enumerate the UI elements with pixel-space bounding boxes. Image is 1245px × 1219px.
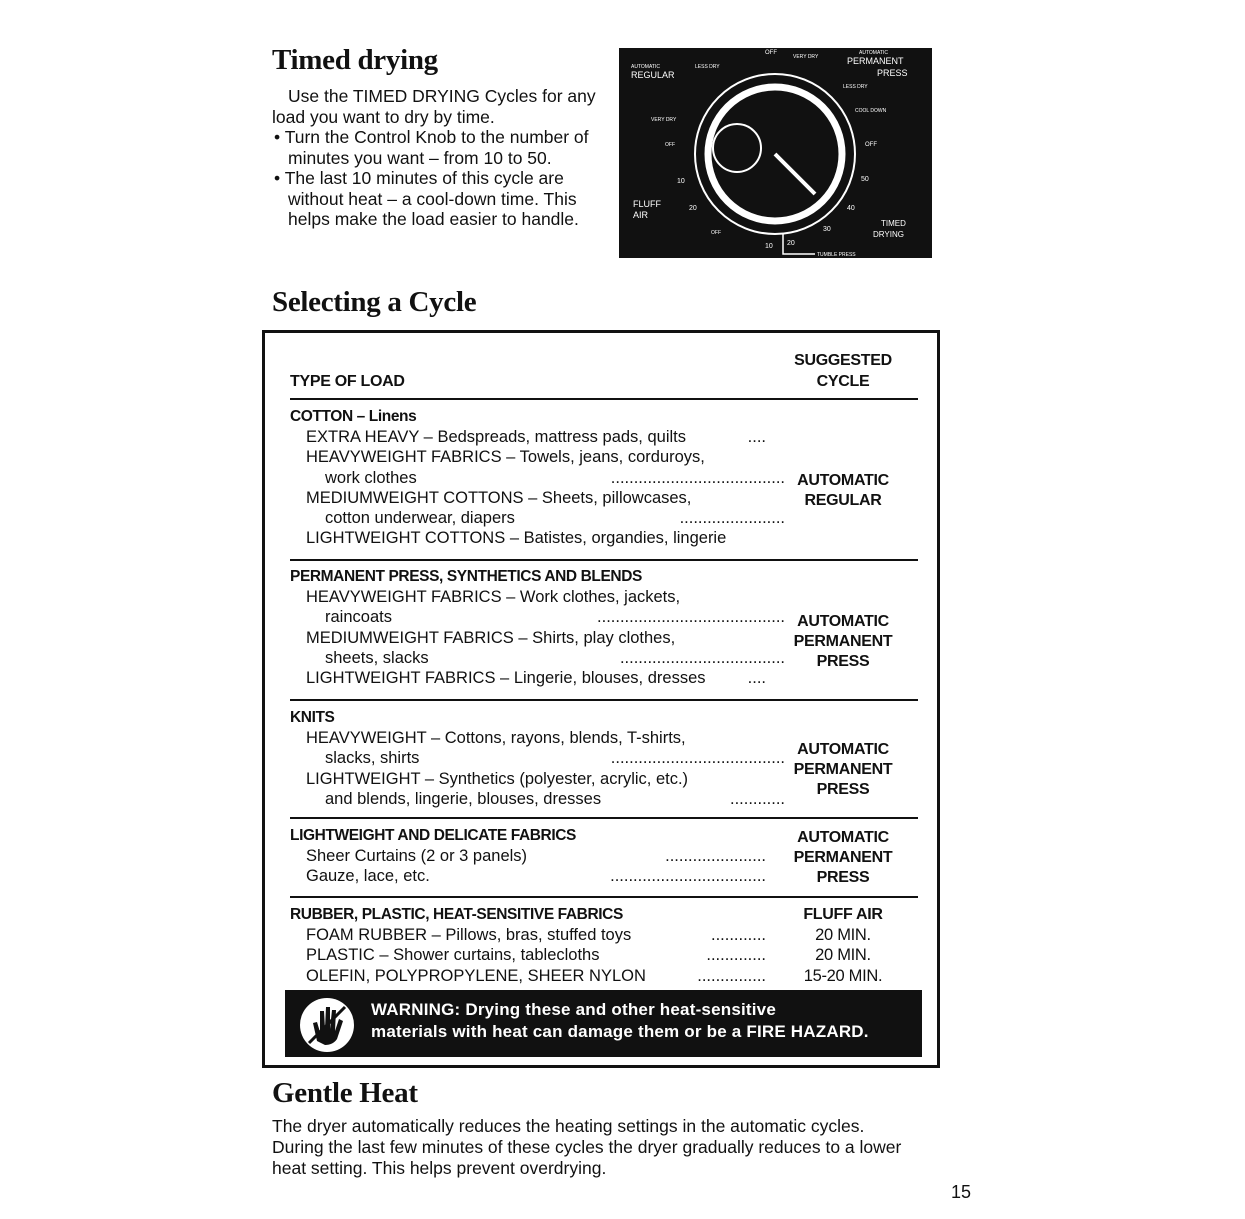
divider: [290, 896, 918, 898]
load-row: slacks, shirts ......................................: [325, 749, 785, 768]
load-row: work clothes ......................................: [325, 468, 785, 487]
hand-warning-icon: [299, 997, 355, 1053]
load-row: Gauze, lace, etc. ..................................: [306, 867, 766, 886]
control-dial-illustration: [619, 48, 932, 258]
gentle-heat-title: Gentle Heat: [272, 1077, 418, 1109]
load-row: FOAM RUBBER – Pillows, bras, stuffed toys ............: [306, 926, 766, 944]
dial-label-timed: TIMED: [881, 219, 906, 228]
cycle-fluff-air: FLUFF AIR: [803, 906, 883, 923]
section-title: PERMANENT PRESS, SYNTHETICS AND BLENDS: [290, 568, 642, 585]
dial-label-off-top: OFF: [765, 50, 777, 56]
timed-drying-body: [272, 86, 602, 230]
cycle-cotton: AUTOMATIC REGULAR: [797, 472, 889, 509]
fire-hazard-warning: [285, 990, 922, 1057]
load-row: OLEFIN, POLYPROPYLENE, SHEER NYLON ...............: [306, 966, 766, 985]
divider: [290, 817, 918, 819]
load-row: cotton underwear, diapers .......................: [325, 509, 785, 528]
header-suggested-cycle: SUGGESTED CYCLE: [794, 352, 892, 390]
dial-label-off-bottom: OFF: [711, 230, 721, 236]
cycle-permanent-press: AUTOMATIC PERMANENT PRESS: [793, 613, 893, 670]
load-row: LIGHTWEIGHT – Synthetics (polyester, acrylic, etc.): [306, 769, 689, 788]
dial-label-20-bottom: 20: [787, 240, 795, 247]
dial-label-cool-down: COOL DOWN: [855, 108, 887, 114]
dial-label-drying: DRYING: [873, 230, 904, 239]
load-row: PLASTIC – Shower curtains, tablecloths .............: [306, 946, 766, 965]
dial-label-press: PRESS: [877, 68, 908, 78]
timed-drying-bullet-2: • The last 10 minutes of this cycle are without heat – a cool-down time. This helps make the load easier to handle.: [274, 168, 579, 229]
dial-label-very-dry-top: VERY DRY: [793, 54, 819, 60]
load-row: LIGHTWEIGHT FABRICS – Lingerie, blouses, dresses ....: [306, 669, 766, 688]
header-type-of-load: TYPE OF LOAD: [290, 373, 405, 390]
dial-label-10-bottom: 10: [765, 243, 773, 250]
load-row: sheets, slacks ....................................: [325, 648, 785, 667]
load-row: HEAVYWEIGHT FABRICS – Towels, jeans, corduroys,: [306, 448, 705, 467]
dial-label-50: 50: [861, 176, 869, 183]
dial-label-very-dry-left: VERY DRY: [651, 117, 677, 123]
load-row: MEDIUMWEIGHT COTTONS – Sheets, pillowcases,: [306, 488, 692, 507]
section-title: RUBBER, PLASTIC, HEAT-SENSITIVE FABRICS: [290, 906, 623, 923]
dial-label-permanent: PERMANENT: [847, 56, 904, 66]
section-title: KNITS: [290, 709, 335, 726]
divider: [290, 398, 918, 400]
gentle-heat-body: The dryer automatically reduces the heating settings in the automatic cycles. During the last few minutes of these cycles the dryer gradually reduces to a lower heat setting. This helps prevent overdrying.: [272, 1116, 902, 1178]
selecting-cycle-title: Selecting a Cycle: [272, 286, 477, 318]
cycle-lightweight-delicate: AUTOMATIC PERMANENT PRESS: [793, 829, 893, 886]
dial-label-tumble-press: TUMBLE PRESS: [817, 252, 856, 258]
cycle-selection-table: [262, 330, 940, 1068]
dial-label-10-left: 10: [677, 178, 685, 185]
timed-drying-intro: Use the TIMED DRYING Cycles for any load you want to dry by time.: [272, 86, 596, 127]
load-row: and blends, lingerie, blouses, dresses ............: [325, 789, 785, 808]
dial-label-automatic-right: AUTOMATIC: [859, 50, 888, 56]
dial-label-less-dry-left: LESS DRY: [695, 64, 720, 70]
load-row: raincoats .........................................: [325, 608, 785, 627]
dial-label-40: 40: [847, 205, 855, 212]
dial-label-off-right: OFF: [865, 142, 877, 148]
timed-drying-title: Timed drying: [272, 44, 438, 76]
load-row: EXTRA HEAVY – Bedspreads, mattress pads, quilts ....: [306, 428, 766, 446]
load-row: HEAVYWEIGHT – Cottons, rayons, blends, T-shirts,: [306, 729, 686, 747]
timed-drying-bullet-1: • Turn the Control Knob to the number of minutes you want – from 10 to 50.: [274, 127, 589, 168]
divider: [290, 699, 918, 701]
load-row: Sheer Curtains (2 or 3 panels) ......................: [306, 847, 766, 865]
dial-label-fluff: FLUFF: [633, 199, 661, 209]
section-title: LIGHTWEIGHT AND DELICATE FABRICS: [290, 827, 576, 844]
cycle-knits: AUTOMATIC PERMANENT PRESS: [793, 741, 893, 798]
dial-label-20-left: 20: [689, 205, 697, 212]
section-title: COTTON – Linens: [290, 408, 417, 425]
dial-label-automatic-left: AUTOMATIC: [631, 64, 660, 70]
dial-label-off-left: OFF: [665, 142, 675, 148]
dial-label-30: 30: [823, 226, 831, 233]
divider: [290, 559, 918, 561]
cycle-times: 20 MIN. 20 MIN. 15-20 MIN.: [803, 926, 883, 985]
dial-label-air: AIR: [633, 210, 649, 220]
page-number: 15: [951, 1182, 972, 1202]
dial-label-less-dry-right: LESS DRY: [843, 84, 868, 90]
warning-text: WARNING: Drying these and other heat-sensitive materials with heat can damage them or be a FIRE HAZARD.: [371, 1000, 869, 1041]
load-row: LIGHTWEIGHT COTTONS – Batistes, organdies, lingerie: [306, 529, 727, 548]
load-row: HEAVYWEIGHT FABRICS – Work clothes, jackets,: [306, 588, 681, 606]
load-row: MEDIUMWEIGHT FABRICS – Shirts, play clothes,: [306, 628, 676, 647]
dial-label-regular: REGULAR: [631, 70, 675, 80]
